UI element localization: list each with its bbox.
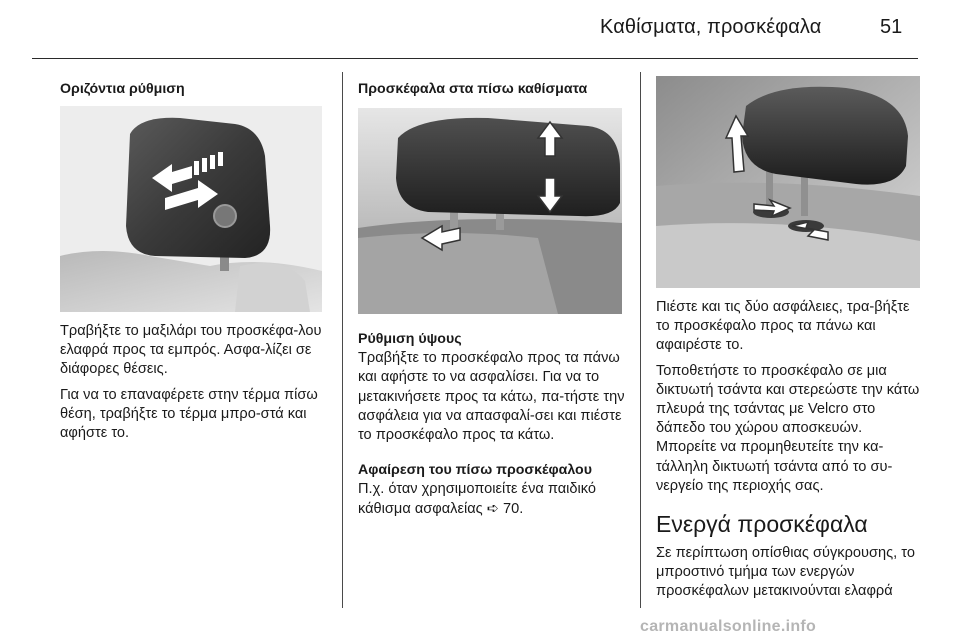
paragraph-removal: Π.χ. όταν χρησιμοποιείτε ένα παιδικό κάθισμα ασφαλείας ➪ 70. <box>358 481 596 517</box>
section-heading-horizontal-adjustment: Οριζόντια ρύθμιση <box>60 81 185 97</box>
page-number: 51 <box>880 16 903 38</box>
paragraph-horizontal-1: Τραβήξτε το μαξιλάρι του προσκέφα-λου ελαφρά προς τα εμπρός. Ασφα-λίζει σε διάφορες θέσεις. <box>60 323 322 378</box>
paragraph-active-headrests: Σε περίπτωση οπίσθιας σύγκρουσης, το μπροστινό τμήμα των ενεργών προσκέφαλων μετακινούνται ελαφρά <box>656 545 915 600</box>
paragraph-horizontal-2: Για να το επαναφέρετε στην τέρμα πίσω θέση, τραβήξτε το τέρμα μπρο-στά και αφήστε το. <box>60 386 318 442</box>
column-3-body <box>656 298 922 608</box>
column-2 <box>358 80 628 105</box>
section-heading-rear-headrests: Προσκέφαλα στα πίσω καθίσματα <box>358 81 588 97</box>
column-divider-2 <box>640 72 641 608</box>
subheading-removal: Αφαίρεση του πίσω προσκέφαλου <box>358 462 592 479</box>
figure-headrest-horizontal <box>60 106 322 312</box>
paragraph-height-adjustment: Τραβήξτε το προσκέφαλο προς τα πάνω και αφήστε το να ασφαλίσει. Για να το μετακινήσετε προς τα κάτω, πα-τήστε την ασφάλεια για να απασφαλί-σει και πιέστε το προσκέφαλο προς τα κάτω. <box>358 350 625 444</box>
section-heading-active-headrests: Ενεργά προσκέφαλα <box>656 511 868 538</box>
page-title: Καθίσματα, προσκέφαλα <box>600 16 822 38</box>
column-2-body <box>358 330 630 525</box>
column-1-body <box>60 322 330 449</box>
watermark: carmanualsonline.info <box>640 618 817 635</box>
column-1 <box>60 80 330 105</box>
subheading-height-adjustment: Ρύθμιση ύψους <box>358 331 462 347</box>
column-divider-1 <box>342 72 343 608</box>
paragraph-removal-steps: Πιέστε και τις δύο ασφάλειες, τρα-βήξτε το προσκέφαλο προς τα πάνω και αφαιρέστε το. <box>656 299 910 354</box>
paragraph-storage: Τοποθετήστε το προσκέφαλο σε μια δικτυωτή τσάντα και στερεώστε την κάτω πλευρά της τσάντας με Velcro στο δάπεδο του χώρου αποσκευών. Μπορείτε να προμηθευτείτε την κα-τάλληλη δικτυωτή τσάντα από το συ-νεργείο της περιοχής σας. <box>656 362 920 494</box>
figure-rear-headrest-removal <box>656 76 920 288</box>
header-divider <box>32 58 918 59</box>
figure-rear-headrest-height <box>358 108 622 314</box>
